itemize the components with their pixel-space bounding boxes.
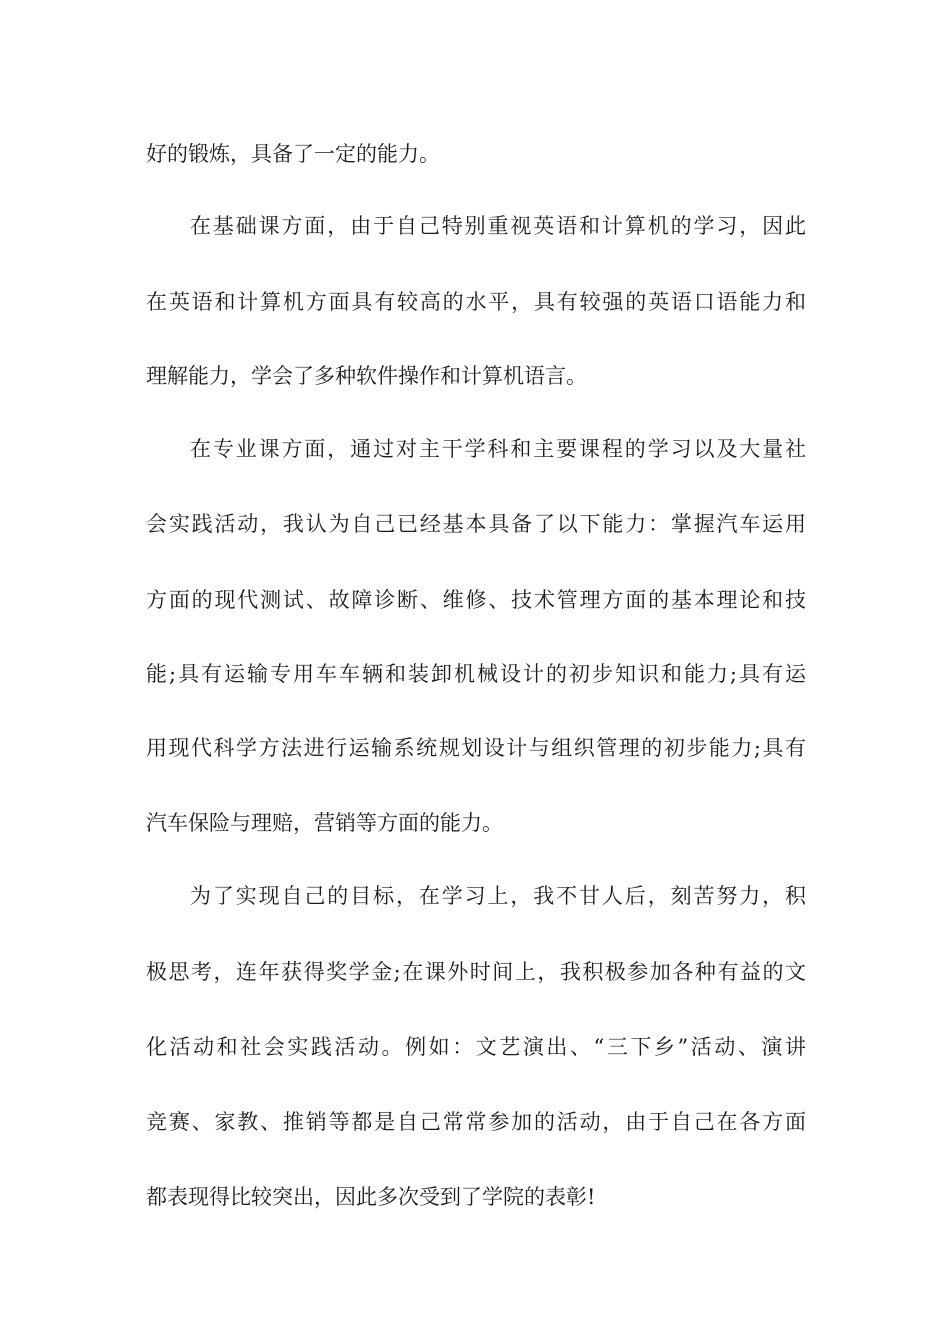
- paragraph-line: 能;具有运输专用车车辆和装卸机械设计的初步知识和能力;具有运: [146, 662, 806, 686]
- paragraph-line: 极思考，连年获得奖学金;在课外时间上，我积极参加各种有益的文: [146, 960, 806, 984]
- paragraph-line: 方面的现代测试、故障诊断、维修、技术管理方面的基本理论和技: [146, 588, 806, 612]
- paragraph-line: 汽车保险与理赔，营销等方面的能力。: [146, 811, 503, 835]
- paragraph-line: 为了实现自己的目标，在学习上，我不甘人后，刻苦努力，积: [190, 884, 806, 908]
- paragraph-line: 在基础课方面，由于自己特别重视英语和计算机的学习，因此: [190, 214, 806, 238]
- paragraph-line: 理解能力，学会了多种软件操作和计算机语言。: [146, 364, 587, 388]
- paragraph-line: 会实践活动，我认为自己已经基本具备了以下能力：掌握汽车运用: [146, 512, 806, 536]
- paragraph-line: 都表现得比较突出，因此多次受到了学院的表彰!: [146, 1185, 596, 1209]
- paragraph-line: 好的锻炼，具备了一定的能力。: [146, 142, 440, 166]
- paragraph-line: 在专业课方面，通过对主干学科和主要课程的学习以及大量社: [190, 437, 806, 461]
- paragraph-line: 化活动和社会实践活动。例如：文艺演出、“三下乡”活动、演讲: [146, 1035, 806, 1059]
- paragraph-line: 在英语和计算机方面具有较高的水平，具有较强的英语口语能力和: [146, 290, 806, 314]
- paragraph-line: 用现代科学方法进行运输系统规划设计与组织管理的初步能力;具有: [146, 736, 806, 760]
- paragraph-line: 竞赛、家教、推销等都是自己常常参加的活动，由于自己在各方面: [146, 1110, 806, 1134]
